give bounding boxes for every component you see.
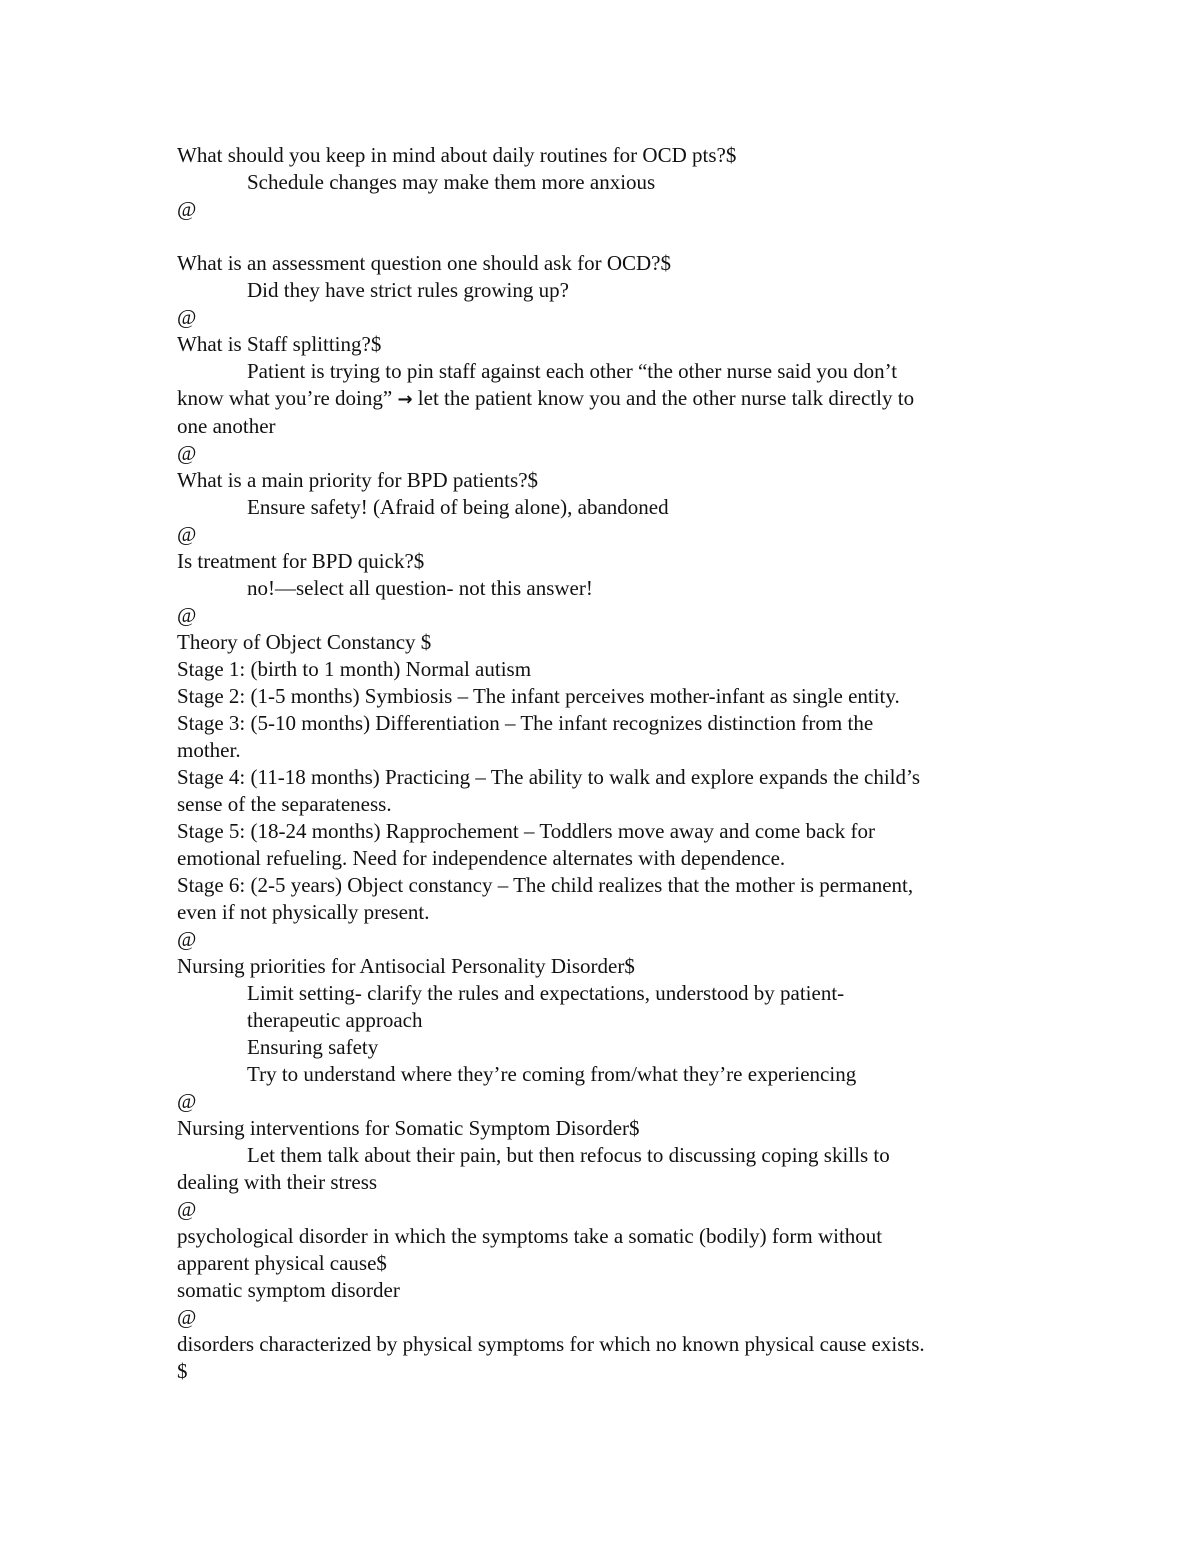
question-object-constancy: Theory of Object Constancy $	[177, 630, 432, 654]
answer-staff-splitting-line-1: Patient is trying to pin staff against each other “the other nurse said you don’t	[247, 359, 898, 383]
document-body	[177, 142, 1027, 1385]
stage-4-line-1: Stage 4: (11-18 months) Practicing – The ability to walk and explore expands the child’s	[177, 765, 921, 789]
card-separator: @	[177, 305, 197, 329]
right-arrow-icon: →	[397, 389, 413, 410]
answer-antisocial-line-1: Limit setting- clarify the rules and expectations, understood by patient-	[247, 981, 845, 1005]
question-ocd-routines: What should you keep in mind about daily routines for OCD pts?$	[177, 143, 737, 167]
stage-4-line-2: sense of the separateness.	[177, 792, 392, 816]
answer-staff-splitting-advice: let the patient know you and the other nurse talk directly to	[417, 386, 915, 410]
question-physical-symptoms-disorders: disorders characterized by physical symptoms for which no known physical cause exists.	[177, 1332, 925, 1356]
question-bpd-treatment: Is treatment for BPD quick?$	[177, 549, 425, 573]
stage-3-line-2: mother.	[177, 738, 241, 762]
answer-bpd-treatment: no!—select all question- not this answer!	[247, 576, 593, 600]
stage-6-line-1: Stage 6: (2-5 years) Object constancy – The child realizes that the mother is permanent,	[177, 873, 914, 897]
answer-somatic-definition: somatic symptom disorder	[177, 1278, 400, 1302]
answer-somatic-interventions-line-1: Let them talk about their pain, but then refocus to discussing coping skills to	[247, 1143, 890, 1167]
card-separator: @	[177, 1197, 197, 1221]
card-separator: @	[177, 1305, 197, 1329]
blank-line	[177, 223, 1027, 250]
answer-antisocial-line-2: therapeutic approach	[247, 1008, 423, 1032]
card-end-marker: $	[177, 1359, 188, 1383]
question-ocd-assessment: What is an assessment question one should ask for OCD?$	[177, 251, 672, 275]
question-antisocial-priorities: Nursing priorities for Antisocial Personality Disorder$	[177, 954, 635, 978]
answer-bpd-priority: Ensure safety! (Afraid of being alone), abandoned	[247, 495, 669, 519]
answer-antisocial-line-4: Try to understand where they’re coming from/what they’re experiencing	[247, 1062, 857, 1086]
answer-antisocial-line-3: Ensuring safety	[247, 1035, 379, 1059]
stage-1: Stage 1: (birth to 1 month) Normal autism	[177, 657, 532, 681]
card-separator: @	[177, 522, 197, 546]
question-staff-splitting: What is Staff splitting?$	[177, 332, 382, 356]
stage-3-line-1: Stage 3: (5-10 months) Differentiation – The infant recognizes distinction from the	[177, 711, 874, 735]
card-separator: @	[177, 197, 197, 221]
question-somatic-interventions: Nursing interventions for Somatic Symptom Disorder$	[177, 1116, 640, 1140]
question-somatic-definition-line-2: apparent physical cause$	[177, 1251, 387, 1275]
card-separator: @	[177, 927, 197, 951]
card-separator: @	[177, 603, 197, 627]
answer-staff-splitting-line-3: one another	[177, 414, 276, 438]
card-separator: @	[177, 441, 197, 465]
question-bpd-priority: What is a main priority for BPD patients?$	[177, 468, 539, 492]
answer-somatic-interventions-line-2: dealing with their stress	[177, 1170, 378, 1194]
answer-ocd-assessment: Did they have strict rules growing up?	[247, 278, 569, 302]
question-somatic-definition-line-1: psychological disorder in which the symptoms take a somatic (bodily) form without	[177, 1224, 883, 1248]
card-separator: @	[177, 1089, 197, 1113]
answer-ocd-routines: Schedule changes may make them more anxious	[247, 170, 656, 194]
answer-staff-splitting-quote: know what you’re doing”	[177, 386, 393, 410]
answer-staff-splitting-line-2	[177, 385, 1027, 413]
stage-5-line-2: emotional refueling. Need for independence alternates with dependence.	[177, 846, 786, 870]
stage-2: Stage 2: (1-5 months) Symbiosis – The infant perceives mother-infant as single entity.	[177, 684, 900, 708]
stage-5-line-1: Stage 5: (18-24 months) Rapprochement – Toddlers move away and come back for	[177, 819, 875, 843]
stage-6-line-2: even if not physically present.	[177, 900, 430, 924]
